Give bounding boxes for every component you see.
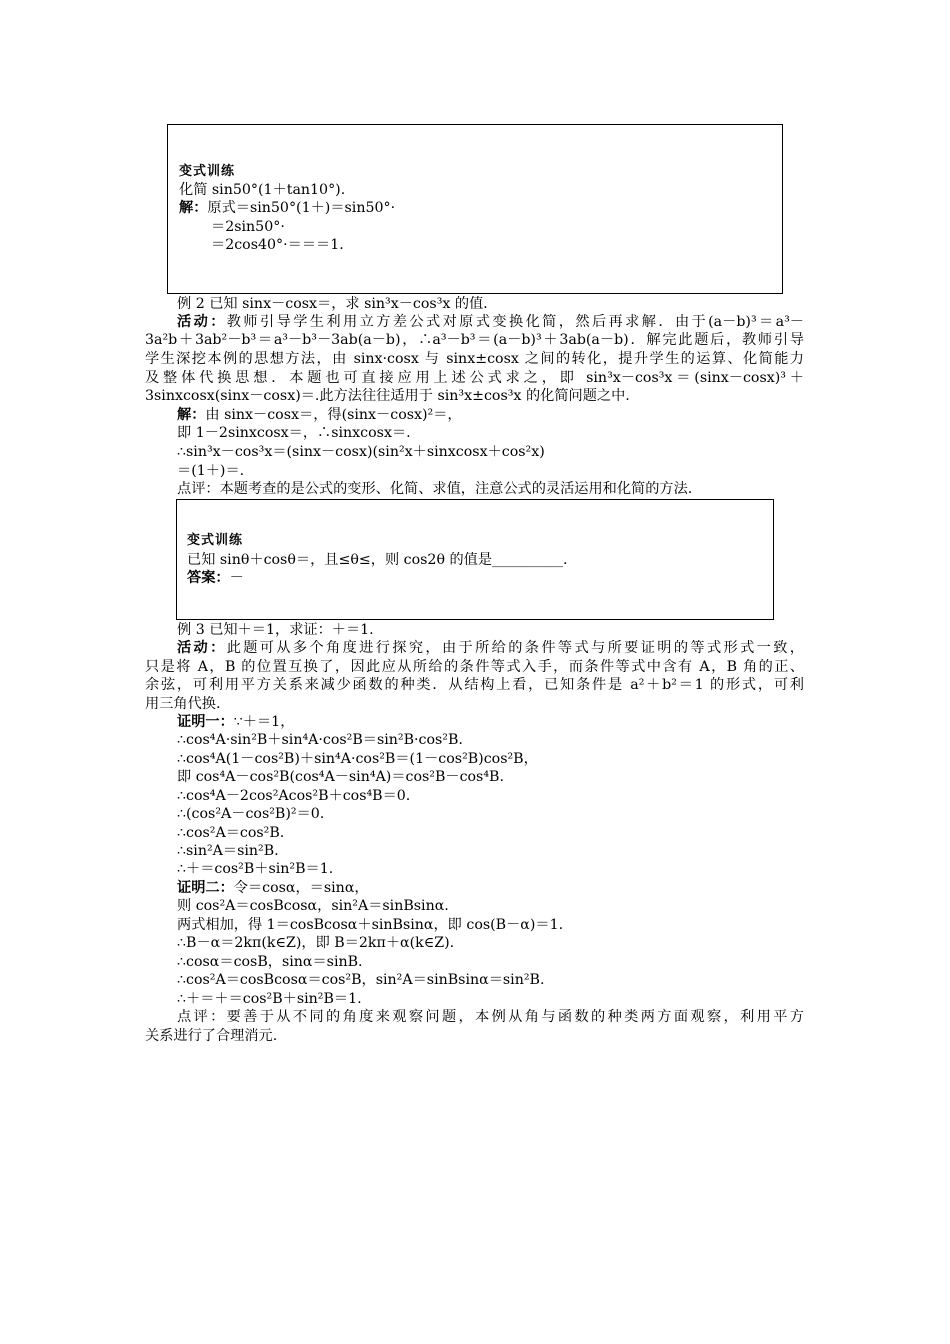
ex3-activity-line-1 [177, 639, 804, 657]
box1-solution-line-3: ＝2cos40°·＝＝＝1. [211, 237, 344, 253]
ex2-comment: 点评：本题考查的是公式的变形、化简、求值，注意公式的灵活运用和化简的方法. [177, 481, 693, 497]
ex3-comment-line-1: 点评：要善于从不同的角度来观察问题，本例从角与函数的种类两方面观察，利用平方 [177, 1009, 804, 1025]
ex2-activity-line-3: 学生深挖本例的思想方法，由 sinx·cosx 与 sinx±cosx 之间的转化，提升学生的运算、化简能力 [145, 351, 804, 367]
ex2-activity-line-4: 及整体代换思想．本题也可直接应用上述公式求之，即 sin³x－cos³x＝(sinx－cosx)³＋ [145, 370, 804, 386]
proof-2-line-6: ∴cos²A＝cosBcosα＝cos²B，sin²A＝sinBsinα＝sin²B. [177, 972, 545, 988]
ex2-solution-line-2: 即 1－2sinxcosx＝，∴sinxcosx＝. [177, 425, 411, 441]
solution-label: 解： [179, 200, 208, 216]
proof-1-text-1: ∵＋＝1， [233, 714, 295, 730]
ex3-comment-line-2: 关系进行了合理消元. [145, 1028, 278, 1044]
proof-1-line-3: ∴cos⁴A(1－cos²B)＋sin⁴A·cos²B＝(1－cos²B)cos²B， [177, 751, 538, 767]
ex2-solution-text-1: 由 sinx－cosx＝，得(sinx－cosx)²＝， [205, 407, 462, 423]
proof-2-label: 证明二： [177, 880, 234, 896]
ex3-activity-line-4: 用三角代换. [145, 696, 221, 712]
solution-label: 解： [177, 407, 206, 423]
box1-solution-text-1: 原式＝sin50°(1＋)＝sin50°· [207, 200, 396, 216]
proof-2-line-3: 两式相加，得 1＝cosBcosα＋sinBsinα，即 cos(B－α)＝1. [177, 917, 564, 933]
proof-1-line-5: ∴cos⁴A－2cos²Acos²B＋cos⁴B＝0. [177, 788, 411, 804]
ex2-activity-line-1 [177, 313, 804, 331]
activity-label: 活动： [177, 314, 227, 330]
box2-answer [187, 569, 244, 587]
proof-2-line-2: 则 cos²A＝cosBcosα，sin²A＝sinBsinα. [177, 898, 449, 914]
example-2-statement: 例 2 已知 sinx－cosx＝，求 sin³x－cos³x 的值． [177, 296, 498, 312]
example-3-statement: 例 3 已知＋＝1，求证：＋＝1. [177, 622, 374, 638]
activity-label: 活动： [177, 640, 227, 656]
box2-title: 变式训练 [187, 533, 244, 548]
proof-1-label: 证明一： [177, 714, 234, 730]
proof-1-line-8: ∴sin²A＝sin²B. [177, 843, 279, 859]
ex2-activity-line-2: 3a²b＋3ab²－b³＝a³－b³－3ab(a－b)，∴a³－b³＝(a－b)³＋3ab(a－b)．解完此题后，教师引导 [145, 332, 804, 348]
proof-2-line-5: ∴cosα＝cosB，sinα＝sinB. [177, 954, 363, 970]
ex2-solution-line-1 [177, 406, 462, 424]
answer-value: － [229, 570, 244, 586]
proof-1-line-1 [177, 713, 294, 731]
box1-problem: 化简 sin50°(1＋tan10°). [179, 182, 346, 198]
box2-problem: 已知 sinθ＋cosθ＝，且≤θ≤，则 cos2θ 的值是__________. [187, 552, 568, 568]
proof-2-line-1 [177, 879, 369, 897]
proof-2-line-7: ∴＋＝＋＝cos²B＋sin²B＝1. [177, 991, 362, 1007]
ex3-activity-line-3: 余弦，可利用平方关系来减少函数的种类．从结构上看，已知条件是 a²＋b²＝1 的形式，可利 [145, 677, 804, 693]
ex3-activity-text-1: 此题可从多个角度进行探究，由于所给的条件等式与所要证明的等式形式一致， [226, 640, 804, 656]
answer-label: 答案： [187, 570, 230, 586]
box1-solution-line-1 [179, 199, 395, 217]
ex2-solution-line-4: ＝(1＋)＝. [177, 463, 245, 479]
proof-2-text-1: 令＝cosα，＝sinα， [233, 880, 369, 896]
proof-1-line-2: ∴cos⁴A·sin²B＋sin⁴A·cos²B＝sin²B·cos²B. [177, 732, 463, 748]
proof-1-line-6: ∴(cos²A－cos²B)²＝0. [177, 806, 325, 822]
ex3-activity-line-2: 只是将 A，B 的位置互换了，因此应从所给的条件等式入手，而条件等式中含有 A，B 角的正、 [145, 659, 804, 675]
proof-1-line-7: ∴cos²A＝cos²B. [177, 825, 285, 841]
ex2-solution-line-3: ∴sin³x－cos³x＝(sinx－cosx)(sin²x＋sinxcosx＋cos²x) [177, 444, 545, 460]
proof-1-line-4: 即 cos⁴A－cos²B(cos⁴A－sin⁴A)＝cos²B－cos⁴B. [177, 769, 504, 785]
box1-title: 变式训练 [179, 164, 236, 179]
ex2-activity-line-5: 3sinxcosx(sinx－cosx)＝.此方法往往适用于 sin³x±cos³x 的化简问题之中. [145, 388, 630, 404]
proof-1-line-9: ∴＋＝cos²B＋sin²B＝1. [177, 861, 334, 877]
proof-2-line-4: ∴B－α＝2kπ(k∈Z)，即 B＝2kπ＋α(k∈Z). [177, 935, 455, 951]
ex2-activity-text-1: 教师引导学生利用立方差公式对原式变换化简，然后再求解．由于(a－b)³＝a³－ [226, 314, 804, 330]
box1-solution-line-2: ＝2sin50°· [211, 219, 285, 235]
